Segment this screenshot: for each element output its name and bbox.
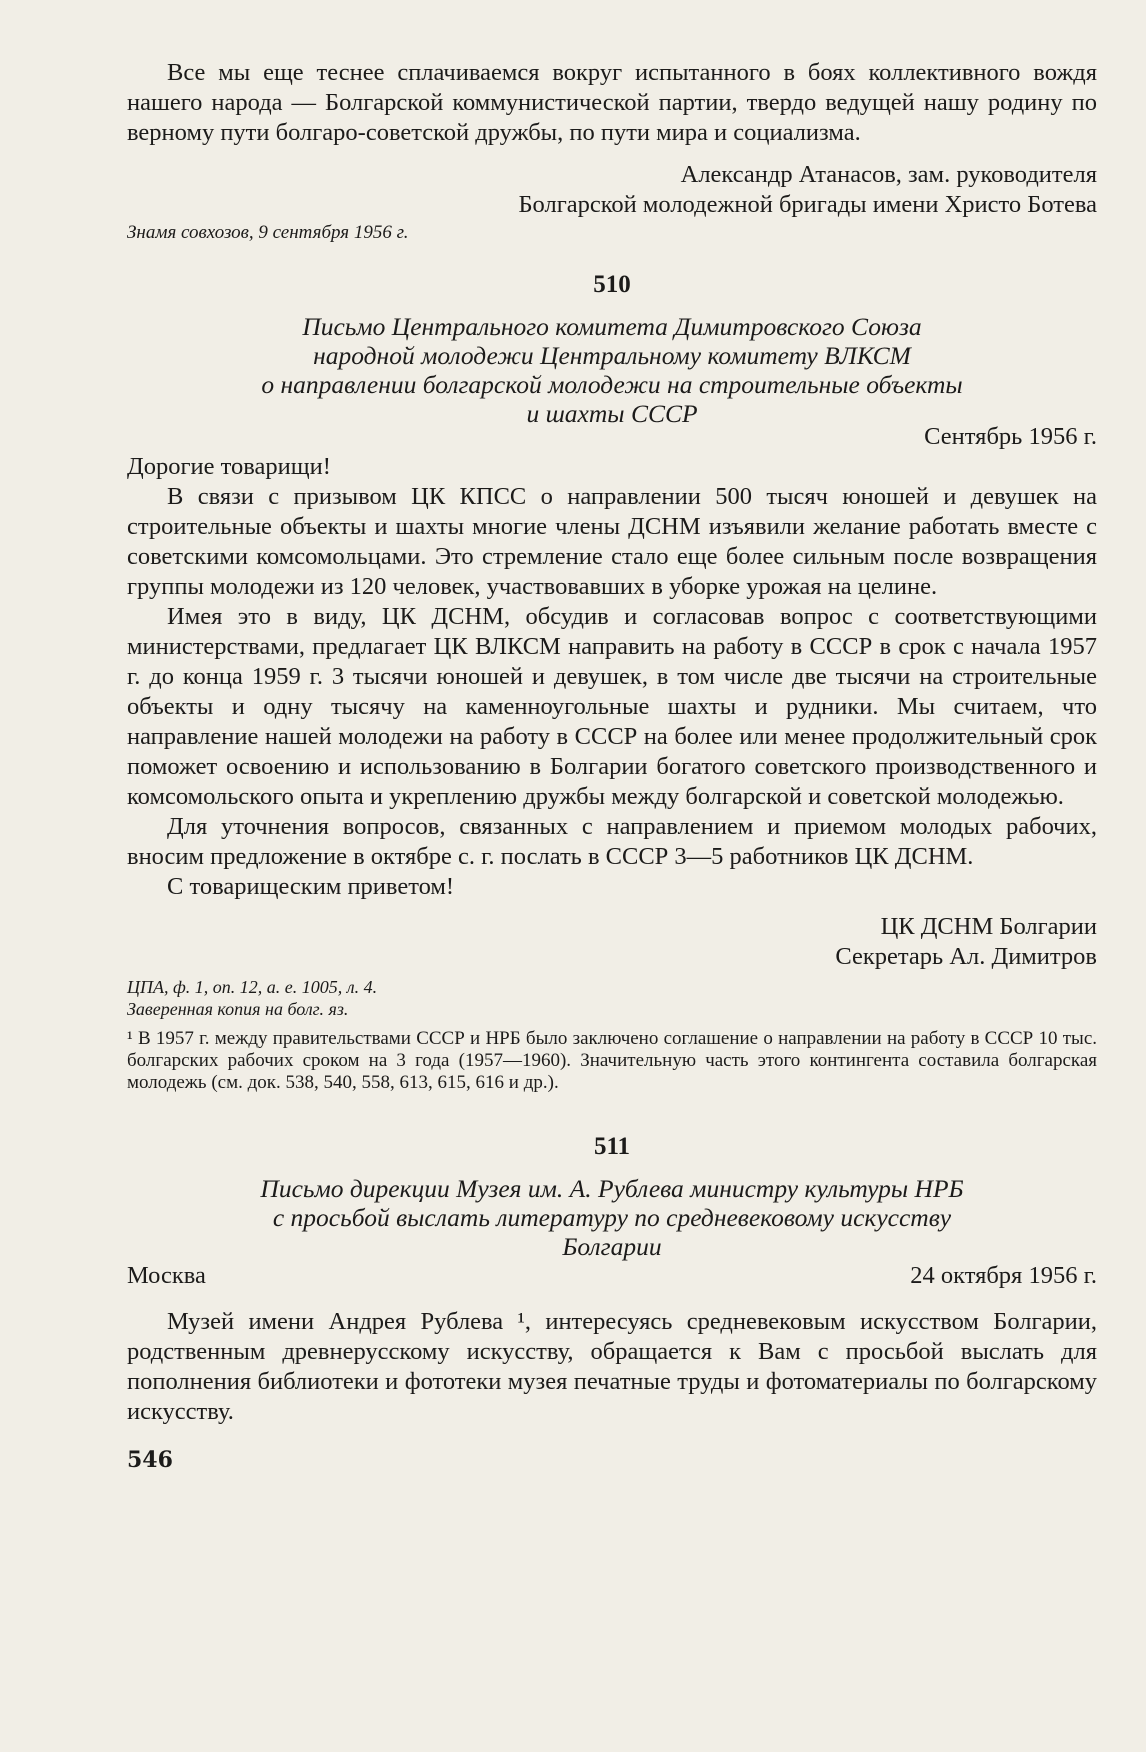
document-number: 511 (593, 1133, 631, 1160)
body-paragraph: Имея это в виду, ЦК ДСНМ, обсудив и согласовав вопрос с соответствующими министерствами, предлагает ЦК ВЛКСМ направить на работу в СССР в срок с начала 1957 г. до конца 1959 г. 3 тысячи юношей и девушек, в том числе две тысячи на строительные объекты и одну тысячу на каменноугольные шахты и рудники. Мы считаем, что направление нашей молодежи на работу в СССР на более или менее продолжительный срок поможет освоению и использованию в Болгарии богатого советского производственного и комсомольского опыта и укреплению дружбы между болгарской и советской молодежью. (127, 603, 1097, 810)
document-title: Болгарии (562, 1232, 662, 1261)
closing-paragraph: Все мы еще теснее сплачиваемся вокруг испытанного в боях коллективного вождя нашего народа — Болгарской коммунистической партии, твердо ведущей нашу родину по верному пути болгаро-советской дружбы, по пути мира и социализма. (127, 59, 1097, 146)
document-title: и шахты СССР (526, 399, 698, 428)
document-title: с просьбой выслать литературу по средневековому искусству (272, 1203, 952, 1232)
signature-line: ЦК ДСНМ Болгарии (880, 913, 1097, 940)
signature-line: Секретарь Ал. Димитров (835, 943, 1097, 970)
document-place: Москва (127, 1262, 206, 1289)
document-title: Письмо дирекции Музея им. А. Рублева министру культуры НРБ (260, 1174, 964, 1203)
place-date-row (127, 1261, 1097, 1291)
signature-line: Болгарской молодежной бригады имени Христо Ботева (518, 191, 1097, 218)
archive-reference: ЦПА, ф. 1, оп. 12, а. е. 1005, л. 4. (127, 977, 378, 997)
document-title: о направлении болгарской молодежи на строительные объекты (261, 370, 963, 399)
body-paragraph: Для уточнения вопросов, связанных с направлением и приемом молодых рабочих, вносим предложение в октябре с. г. послать в СССР 3—5 работников ЦК ДСНМ. (127, 813, 1097, 870)
document-date: 24 октября 1956 г. (910, 1262, 1097, 1289)
closing-greeting: С товарищеским приветом! (167, 873, 455, 900)
source-citation: Знамя совхозов, 9 сентября 1956 г. (127, 222, 409, 243)
footnote: ¹ В 1957 г. между правительствами СССР и НРБ было заключено соглашение о направлении на работу в СССР 10 тыс. болгарских рабочих сроком на 3 года (1957—1960). Значительную часть этого контингента составила болгарская молодежь (см. док. 538, 540, 558, 613, 615, 616 и др.). (127, 1028, 1097, 1093)
document-date: Сентябрь 1956 г. (924, 423, 1097, 450)
archive-reference: Заверенная копия на болг. яз. (127, 999, 349, 1019)
body-paragraph: Музей имени Андрея Рублева ¹, интересуясь средневековым искусством Болгарии, родственным древнерусскому искусству, обращается к Вам с просьбой выслать для пополнения библиотеки и фототеки музея печатные труды и фотоматериалы по болгарскому искусству. (127, 1308, 1097, 1425)
document-title: Письмо Центрального комитета Димитровского Союза (302, 312, 922, 341)
document-title: народной молодежи Центральному комитету ВЛКСМ (313, 341, 911, 370)
signature-line: Александр Атанасов, зам. руководителя (680, 161, 1097, 188)
greeting: Дорогие товарищи! (127, 453, 331, 480)
document-number: 510 (593, 271, 631, 298)
document-page (127, 58, 1097, 1473)
body-paragraph: В связи с призывом ЦК КПСС о направлении 500 тысяч юношей и девушек на строительные объекты и шахты многие члены ДСНМ изъявили желание работать вместе с советскими комсомольцами. Это стремление стало еще более сильным после возвращения группы молодежи из 120 человек, участвовавших в уборке урожая на целине. (127, 483, 1097, 600)
page-number: 546 (127, 1447, 173, 1473)
